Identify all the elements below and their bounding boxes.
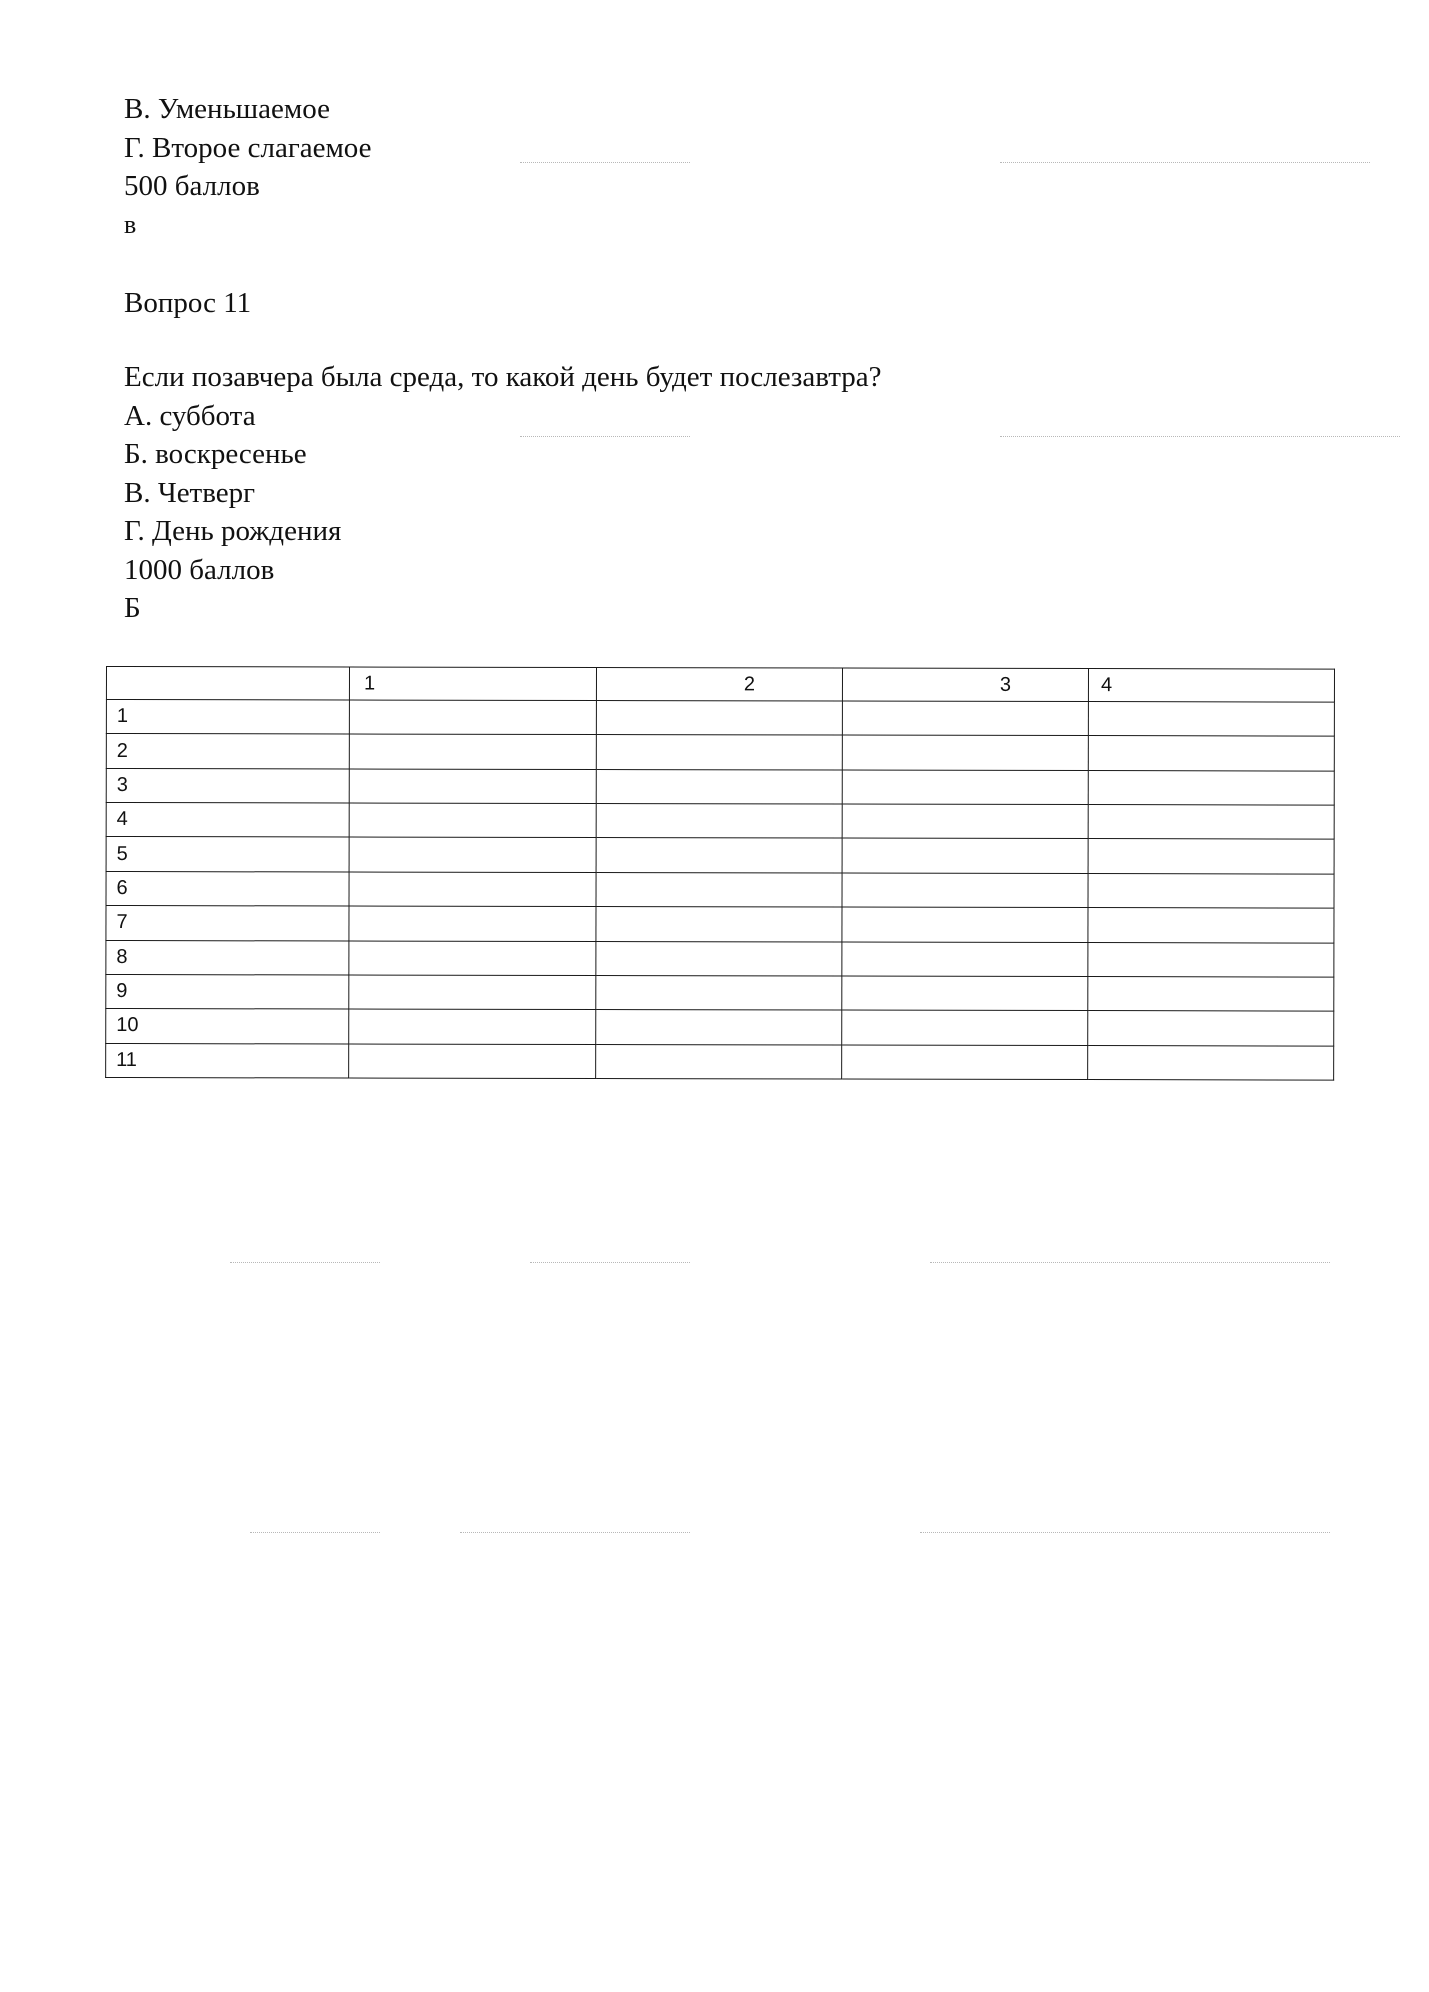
row-label: 2 — [106, 734, 349, 769]
answer-cell[interactable] — [842, 735, 1088, 770]
option-v: В. Уменьшаемое — [124, 93, 330, 125]
answer-cell[interactable] — [1088, 839, 1334, 874]
answer-cell[interactable] — [1088, 942, 1334, 977]
scan-artifact — [520, 436, 690, 438]
scan-artifact — [530, 1262, 690, 1264]
answer-cell[interactable] — [349, 837, 596, 872]
option-b: Б. воскресенье — [124, 438, 307, 470]
answer-cell[interactable] — [596, 1044, 842, 1079]
row-label: 6 — [106, 871, 349, 906]
answer-cell[interactable] — [1088, 770, 1334, 805]
answer-cell[interactable] — [842, 804, 1088, 839]
scan-artifact — [1000, 436, 1400, 438]
table-row — [106, 974, 1334, 1011]
answer-cell[interactable] — [1088, 805, 1334, 840]
answer-cell[interactable] — [349, 769, 596, 804]
points: 1000 баллов — [124, 553, 275, 586]
table-row — [106, 906, 1334, 943]
answer: в — [124, 209, 137, 239]
answer-cell[interactable] — [349, 734, 596, 769]
row-label: 3 — [106, 768, 349, 803]
answer: Б — [124, 592, 141, 624]
scan-artifact — [1000, 162, 1370, 164]
answer-cell[interactable] — [1088, 736, 1334, 771]
answer-cell[interactable] — [842, 907, 1088, 942]
answer-cell[interactable] — [1088, 1045, 1334, 1080]
row-label: 4 — [106, 803, 349, 838]
question-11-title: Вопрос 11 — [124, 287, 252, 319]
question-10-tail — [124, 90, 372, 244]
table-row — [106, 700, 1334, 737]
row-label: 11 — [106, 1043, 349, 1078]
answer-cell[interactable] — [596, 735, 842, 770]
scan-artifact — [920, 1532, 1330, 1534]
table-row — [106, 734, 1334, 771]
answer-cell[interactable] — [349, 906, 596, 941]
row-label: 7 — [106, 906, 349, 941]
answer-cell[interactable] — [349, 1044, 596, 1079]
answer-cell[interactable] — [842, 976, 1088, 1011]
answer-cell[interactable] — [596, 804, 842, 839]
header-cell: 2 — [596, 668, 842, 702]
answer-cell[interactable] — [842, 873, 1088, 908]
answer-cell[interactable] — [596, 769, 842, 804]
header-cell: 3 — [842, 668, 1088, 702]
row-label: 10 — [106, 1009, 349, 1044]
answer-cell[interactable] — [1088, 908, 1334, 943]
points: 500 баллов — [124, 170, 260, 202]
answer-cell[interactable] — [842, 1010, 1088, 1045]
option-a: А. суббота — [124, 399, 256, 432]
answer-cell[interactable] — [842, 701, 1088, 736]
answer-cell[interactable] — [596, 907, 842, 942]
header-cell: 1 — [349, 667, 596, 701]
answer-cell[interactable] — [596, 941, 842, 976]
option-g: Г. Второе слагаемое — [124, 131, 372, 164]
answer-cell[interactable] — [1088, 702, 1334, 737]
table-row — [106, 1043, 1334, 1080]
table-row — [106, 1009, 1334, 1046]
answer-cell[interactable] — [349, 803, 596, 838]
answer-cell[interactable] — [349, 700, 596, 735]
option-g: Г. День рождения — [124, 515, 342, 547]
answer-cell[interactable] — [596, 975, 842, 1010]
scan-artifact — [520, 162, 690, 164]
option-v: В. Четверг — [124, 476, 256, 509]
answer-cell[interactable] — [1088, 976, 1334, 1011]
scan-artifact — [250, 1532, 380, 1534]
table-row — [106, 768, 1334, 805]
row-label: 1 — [106, 700, 349, 735]
table-header-row — [106, 667, 1334, 703]
answer-cell[interactable] — [349, 941, 596, 976]
answer-cell[interactable] — [842, 838, 1088, 873]
answer-cell[interactable] — [1088, 873, 1334, 908]
answer-cell[interactable] — [1088, 1011, 1334, 1046]
question-11 — [124, 358, 881, 628]
header-cell — [106, 667, 349, 701]
scan-artifact — [230, 1262, 380, 1264]
answer-cell[interactable] — [842, 770, 1088, 805]
table-row — [106, 940, 1334, 977]
answer-cell[interactable] — [349, 872, 596, 907]
question-text: Если позавчера была среда, то какой день будет послезавтра? — [124, 361, 882, 393]
table-row — [106, 837, 1334, 874]
table-row — [106, 803, 1334, 840]
answer-cell[interactable] — [842, 1045, 1088, 1080]
answer-cell[interactable] — [596, 1010, 842, 1045]
header-cell: 4 — [1088, 669, 1334, 703]
scan-artifact — [460, 1532, 690, 1534]
row-label: 8 — [106, 940, 349, 975]
answer-cell[interactable] — [349, 1009, 596, 1044]
answer-cell[interactable] — [596, 838, 842, 873]
answer-cell[interactable] — [596, 701, 842, 736]
row-label: 9 — [106, 974, 349, 1009]
answer-cell[interactable] — [842, 942, 1088, 977]
row-label: 5 — [106, 837, 349, 872]
answer-cell[interactable] — [349, 975, 596, 1010]
table-row — [106, 871, 1334, 908]
answer-table — [105, 666, 1335, 1081]
scan-artifact — [930, 1262, 1330, 1264]
answer-cell[interactable] — [596, 872, 842, 907]
